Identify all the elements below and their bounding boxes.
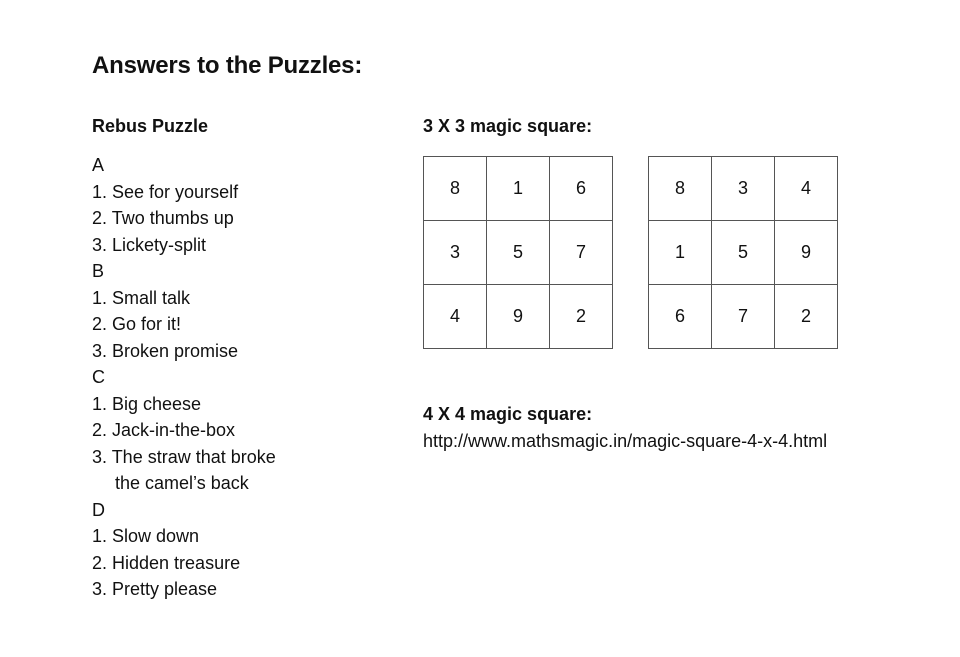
magic-square-cell: 7 [712, 285, 775, 349]
rebus-answer-list [92, 152, 392, 603]
magic3-squares [423, 156, 943, 349]
rebus-group-label: D [92, 499, 105, 520]
rebus-answer: 3. Broken promise [92, 340, 239, 361]
rebus-heading: Rebus Puzzle [92, 116, 209, 136]
magic-square-cell: 8 [649, 157, 712, 221]
magic-square-2 [648, 156, 838, 349]
magic-square-cell: 2 [775, 285, 838, 349]
magic-square-row [649, 221, 838, 285]
magic-square-row [424, 221, 613, 285]
rebus-answer: 3. The straw that broke [92, 446, 276, 467]
rebus-group-label: B [92, 261, 105, 281]
magic-square-row [649, 157, 838, 221]
magic3-heading: 3 X 3 magic square: [423, 116, 593, 136]
rebus-group-label: C [92, 367, 105, 387]
rebus-answer: 2. Jack-in-the-box [92, 420, 236, 440]
rebus-answer: 2. Go for it! [92, 314, 182, 334]
magic-square-row [424, 285, 613, 349]
rebus-answer: 3. Lickety-split [92, 234, 207, 255]
magic-squares-section [423, 114, 943, 454]
page-title: Answers to the Puzzles: [92, 52, 363, 79]
magic-square-cell: 1 [649, 221, 712, 285]
magic-square-cell: 4 [775, 157, 838, 221]
magic-square-cell: 9 [487, 285, 550, 349]
magic-square-cell: 9 [775, 221, 838, 285]
rebus-answer: 1. Slow down [92, 526, 200, 546]
magic-square-cell: 5 [712, 221, 775, 285]
magic-square-cell: 3 [712, 157, 775, 221]
magic-square-cell: 6 [550, 157, 613, 221]
rebus-section [92, 114, 392, 603]
magic-square-row [424, 157, 613, 221]
rebus-answer: 1. Small talk [92, 287, 191, 308]
rebus-answer: 1. See for yourself [92, 181, 239, 202]
rebus-group-label: A [92, 155, 105, 175]
magic-square-cell: 2 [550, 285, 613, 349]
magic-square-cell: 3 [424, 221, 487, 285]
rebus-answer: 3. Pretty please [92, 579, 218, 599]
rebus-answer: 2. Two thumbs up [92, 208, 234, 228]
magic-square-cell: 4 [424, 285, 487, 349]
rebus-answer: 1. Big cheese [92, 393, 202, 414]
magic-square-cell: 5 [487, 221, 550, 285]
magic4-link[interactable]: http://www.mathsmagic.in/magic-square-4-x-4.html [423, 431, 828, 451]
rebus-answer: 2. Hidden treasure [92, 552, 241, 573]
magic4-heading: 4 X 4 magic square: [423, 404, 593, 424]
rebus-answer: the camel’s back [115, 473, 249, 493]
magic-square-cell: 7 [550, 221, 613, 285]
magic-square-cell: 1 [487, 157, 550, 221]
magic-square-cell: 8 [424, 157, 487, 221]
magic-square-cell: 6 [649, 285, 712, 349]
magic-square-1 [423, 156, 613, 349]
magic4-section [423, 402, 943, 454]
magic-square-row [649, 285, 838, 349]
